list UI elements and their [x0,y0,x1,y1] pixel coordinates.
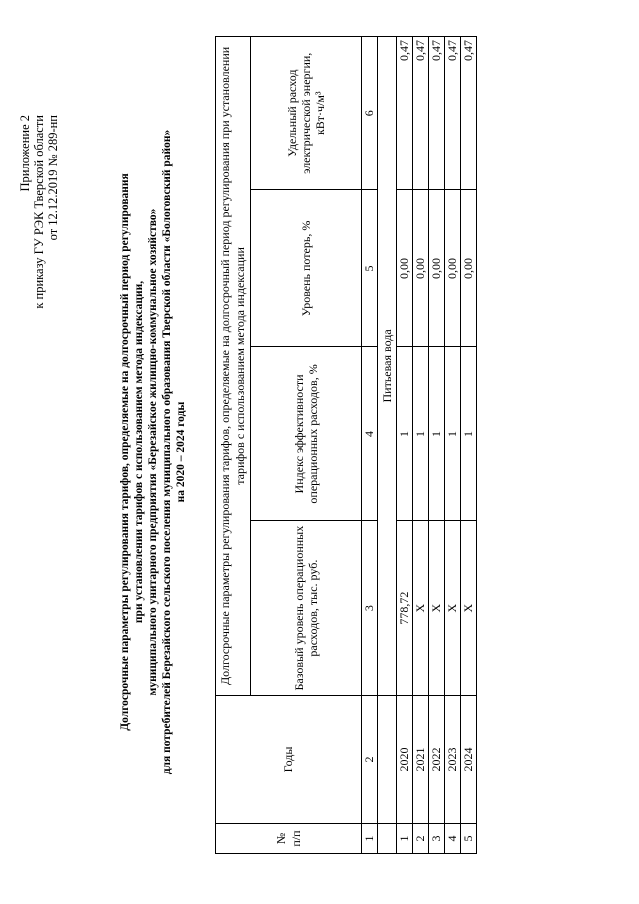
table-row [461,37,477,854]
title-line: при установлении тарифов с использованием метода индексации, [133,280,145,624]
row-num: 5 [461,824,477,854]
row-num: 3 [429,824,445,854]
row-energy: 0,47 [397,37,413,190]
row-num: 4 [445,824,461,854]
table-header-row [216,37,251,854]
header-loss-level: Уровень потерь, % [251,190,362,347]
header-efficiency-index: Индекс эффективности операционных расходов, % [251,347,362,521]
row-loss-level: 0,00 [429,190,445,347]
appendix-block [18,115,60,309]
row-loss-level: 0,00 [397,190,413,347]
column-number: 6 [362,37,378,190]
row-efficiency-index: 1 [445,347,461,521]
parameters-table [215,36,477,854]
section-row [378,37,397,854]
table-row [413,37,429,854]
row-year: 2023 [445,695,461,823]
section-empty-cell [378,695,397,823]
row-num: 2 [413,824,429,854]
row-energy: 0,47 [461,37,477,190]
header-years: Годы [216,695,362,823]
row-year: 2024 [461,695,477,823]
title-line: Долгосрочные параметры регулирования тарифов, определяемые на долгосрочный период регулирования [119,173,131,731]
row-efficiency-index: 1 [429,347,445,521]
table-row [445,37,461,854]
section-title: Питьевая вода [378,37,397,696]
header-group: Долгосрочные параметры регулирования тарифов, определяемые на долгосрочный период регулирования при установлении тарифов с использованием метода индексации [216,37,251,696]
row-loss-level: 0,00 [461,190,477,347]
row-efficiency-index: 1 [413,347,429,521]
column-number: 4 [362,347,378,521]
row-base-opex: 778,72 [397,521,413,695]
row-base-opex: Х [461,521,477,695]
title-line: для потребителей Березайского сельского поселения муниципального образования Тверской области «Бологовский район» [161,129,173,775]
row-base-opex: Х [429,521,445,695]
section-empty-cell [378,824,397,854]
table-row [397,37,413,854]
column-number: 3 [362,521,378,695]
row-base-opex: Х [445,521,461,695]
row-base-opex: Х [413,521,429,695]
row-year: 2021 [413,695,429,823]
row-energy: 0,47 [413,37,429,190]
column-number-row [362,37,378,854]
title-line: муниципального унитарного предприятия «Березайское жилищно-коммунальное хозяйство» [147,208,159,696]
table-row [429,37,445,854]
column-number: 1 [362,824,378,854]
header-base-opex: Базовый уровень операционных расходов, тыс. руб. [251,521,362,695]
row-num: 1 [397,824,413,854]
row-energy: 0,47 [429,37,445,190]
appendix-line: от 12.12.2019 № 289-нп [46,115,60,241]
row-efficiency-index: 1 [397,347,413,521]
row-year: 2022 [429,695,445,823]
row-loss-level: 0,00 [413,190,429,347]
row-year: 2020 [397,695,413,823]
column-number: 5 [362,190,378,347]
document-title [118,82,188,822]
title-line: на 2020 – 2024 годы [175,401,187,503]
column-number: 2 [362,695,378,823]
appendix-line: к приказу ГУ РЭК Тверской области [32,115,46,309]
row-efficiency-index: 1 [461,347,477,521]
row-loss-level: 0,00 [445,190,461,347]
header-num: № п/п [216,824,362,854]
row-energy: 0,47 [445,37,461,190]
header-energy-consumption: Удельный расход электрической энергии, кВт·ч/м³ [251,37,362,190]
appendix-line: Приложение 2 [18,115,32,192]
